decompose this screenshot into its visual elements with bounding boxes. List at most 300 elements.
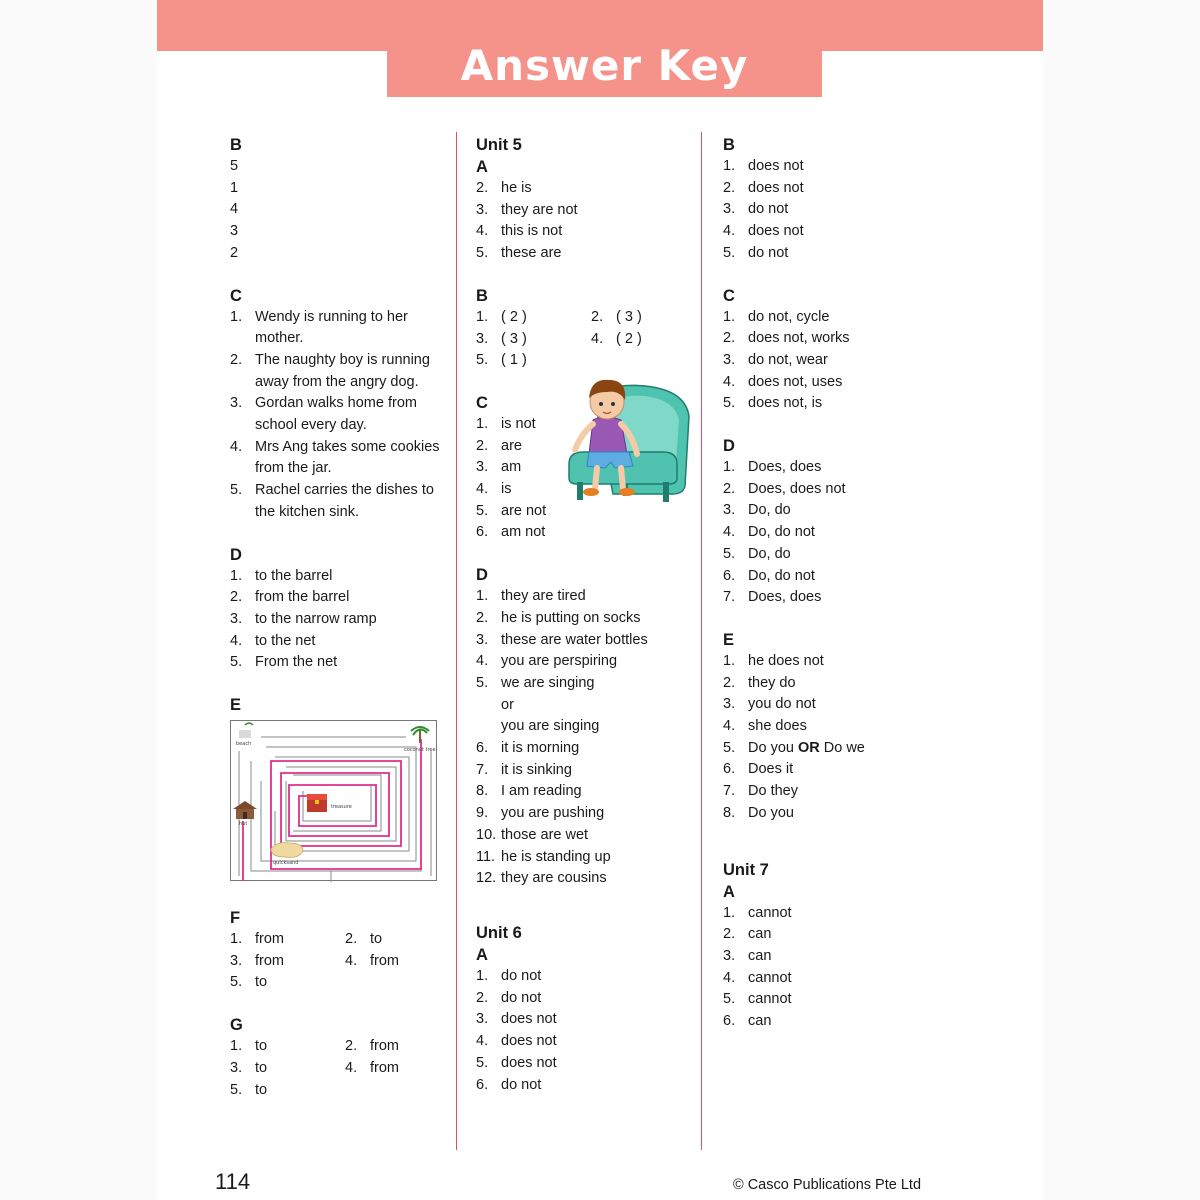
item-text: you do not [748,696,816,713]
item-number: 1. [230,931,243,948]
answer-item [476,350,591,372]
page-number: 114 [215,1169,251,1194]
item-number: 4. [723,969,736,986]
item-text: does not, is [748,395,823,412]
answer-item [476,608,696,630]
item-number: 2. [230,589,243,606]
item-text: do not [501,989,542,1006]
item-text: to [255,1038,268,1055]
section-heading: B [723,136,735,154]
answer-item [476,651,696,673]
item-number: 6. [723,1013,736,1030]
item-number: 3. [476,1011,489,1028]
item-number [476,716,501,738]
item-number: 4. [476,223,489,240]
item-number: 5. [230,654,243,671]
item-text-part: Do we [823,739,865,756]
answer-item [230,1058,345,1080]
item-text: you are perspiring [501,653,618,670]
item-number: 2. [476,180,489,196]
answer-item: 2 [230,244,239,261]
answer-item [723,1011,938,1033]
item-number: 6. [476,1076,489,1093]
item-number: 2. [476,609,489,626]
answer-item [476,738,696,760]
item-text: Does, does [748,589,822,606]
section-e [723,629,938,825]
item-number: 4. [723,718,736,735]
item-number: 5. [230,974,243,991]
item-text: or [501,696,514,713]
column-3 [723,134,938,1053]
answer-item [476,307,591,329]
item-text: do not, wear [748,351,828,368]
section-heading: F [230,909,241,928]
item-number: 3. [230,610,243,627]
treasure-chest-icon [307,794,327,812]
item-number: 2. [476,989,489,1006]
item-number: 5. [230,1081,243,1098]
item-number: 1. [723,904,736,921]
item-text: Wendy is running to her mother. [255,308,408,347]
answer-item [476,803,696,825]
item-number: 12. [476,870,497,887]
item-number: 2. [476,437,489,454]
answer-item [230,307,445,350]
item-text: to the narrow ramp [255,610,377,627]
section-heading: D [723,437,735,456]
item-number [476,695,501,717]
answer-item [723,738,938,760]
item-text: Do, do not [748,524,815,541]
answer-item [230,393,445,436]
item-number: 6. [476,740,489,757]
answer-item [723,178,938,200]
item-text: he is [501,180,532,196]
item-text: from [370,952,399,969]
section-a [723,881,938,1033]
answer-item [723,566,938,588]
answer-item [723,781,938,803]
answer-item [723,522,938,544]
item-number: 1. [230,1038,243,1055]
answer-item [723,199,938,221]
section-heading: B [230,136,242,154]
item-text: is [501,481,512,498]
answer-item [723,903,938,925]
item-number: 4. [345,1059,358,1076]
answer-item [723,156,938,178]
item-text: from [255,952,284,969]
section-heading: A [476,158,488,176]
item-number: 9. [476,805,489,822]
item-text: Mrs Ang takes some cookies from the jar. [255,438,440,477]
answer-item: 5 [230,158,239,174]
maze-illustration [230,720,437,881]
item-number: 3. [723,696,736,713]
item-text: ( 3 ) [501,330,527,347]
answer-item [476,243,696,265]
section-e [230,694,445,881]
item-number: 5. [723,545,736,562]
item-number: 1. [723,459,736,476]
answer-item [476,1009,696,1031]
item-text: cannot [748,969,792,986]
item-text: he does not [748,652,824,669]
item-number: 3. [476,201,489,218]
section-heading: A [723,882,735,901]
item-text: do not [748,244,789,261]
item-text: Gordan walks home from school every day. [255,395,417,434]
item-text: does not [748,223,804,240]
item-number: 4. [345,952,358,969]
answer-item [476,673,696,695]
item-text: to the net [255,632,316,649]
item-text: does not [748,179,804,196]
answer-item [345,1036,445,1058]
item-number: 2. [723,926,736,943]
item-number: 5. [230,482,243,499]
answer-item [230,566,445,588]
item-number: 3. [723,947,736,964]
answer-item [476,1031,696,1053]
item-text: he is standing up [501,848,611,865]
item-number: 5. [723,395,736,412]
unit-heading: Unit 6 [476,923,522,942]
item-number: 5. [476,1054,489,1071]
item-number: 2. [723,674,736,691]
item-number: 3. [723,351,736,368]
item-number: 3. [230,395,243,412]
item-number: 4. [723,223,736,240]
item-number: 1. [230,567,243,584]
item-text: Do, do not [748,567,815,584]
item-number: 4. [230,632,243,649]
answer-item [723,500,938,522]
item-text: do not [501,967,542,984]
item-text: can [748,926,772,943]
section-heading: C [230,286,242,305]
item-text: those are wet [501,826,589,843]
item-text: Do they [748,783,798,800]
item-number: 1. [723,652,736,669]
answer-item [476,178,696,200]
section-a [476,944,696,1096]
section-d [476,564,696,890]
answer-item: 1 [230,179,239,196]
item-number: 1. [476,967,489,984]
page-margin-left [0,0,157,1200]
section-f [230,907,445,994]
answer-item [230,652,445,674]
item-number: 10. [476,826,497,843]
quicksand-icon [271,843,303,858]
column-divider-1 [456,132,457,1150]
answer-item [476,988,696,1010]
answer-item [476,825,696,847]
item-number: 3. [230,952,243,969]
answer-item [230,929,345,951]
answer-item [345,929,445,951]
item-number: 3. [476,459,489,476]
section-heading: D [230,545,242,564]
item-number: 2. [723,330,736,347]
page-margin-right [1043,0,1200,1200]
item-number: 1. [230,308,243,325]
section-heading: C [476,393,488,412]
answer-item [723,989,938,1011]
answer-item [723,716,938,738]
item-number: 5. [723,244,736,261]
copyright-notice: © Casco Publications Pte Ltd [733,1177,922,1193]
answer-item [723,372,938,394]
item-text: is not [501,415,536,432]
item-text: am not [501,524,546,541]
item-text: I am reading [501,783,582,800]
item-text: from [255,931,284,948]
item-text: Do, do [748,545,791,562]
section-heading: G [230,1016,243,1035]
answer-item [591,329,691,351]
item-text: ( 3 ) [616,308,642,325]
item-number: 6. [723,567,736,584]
answer-item [476,868,696,890]
answer-item [345,1058,445,1080]
section-heading: D [476,566,488,585]
answer-item [476,695,696,717]
item-number: 8. [476,783,489,800]
section-heading: E [230,696,242,715]
answer-item [723,544,938,566]
item-number: 3. [723,502,736,519]
section-c [230,285,445,524]
answer-item [476,1075,696,1097]
item-text: it is sinking [501,761,572,778]
section-b [723,134,938,265]
unit-heading: Unit 5 [476,136,522,154]
item-text: do not, cycle [748,308,830,325]
item-number: 6. [723,761,736,778]
section-heading: B [476,286,488,305]
maze-label-treasure: treasure [331,804,352,811]
answer-item [230,631,445,653]
item-number: 5. [476,245,489,262]
answer-item [723,759,938,781]
answer-item [230,1080,345,1102]
answer-item [723,457,938,479]
item-number: 2. [345,931,358,948]
answer-item [476,522,696,544]
answer-item [230,587,445,609]
section-heading: C [723,286,735,305]
item-number: 1. [476,415,489,432]
item-number: 4. [723,373,736,390]
item-number: 2. [723,480,736,497]
answer-item [723,328,938,350]
item-text: it is morning [501,740,580,757]
answer-item [476,716,696,738]
hut-icon [233,801,257,819]
answer-item [476,586,696,608]
answer-item [476,200,696,222]
maze-label-quicksand: quicksand [273,860,299,867]
item-text: are not [501,502,547,519]
section-a [476,156,696,265]
answer-item [230,972,345,994]
item-text: these are water bottles [501,631,648,648]
item-text: ( 2 ) [501,308,527,325]
answer-item [230,609,445,631]
item-text: Do, do [748,502,791,519]
item-number: 4. [476,481,489,498]
section-b [230,134,445,265]
answer-item [345,951,445,973]
item-number: 4. [723,524,736,541]
item-number: 11. [476,848,496,865]
answer-item [230,951,345,973]
item-text: cannot [748,991,792,1008]
answer-item [723,803,938,825]
item-text: these are [501,245,562,262]
answer-item [230,1036,345,1058]
item-text: The naughty boy is running away from the angry dog. [255,351,430,390]
item-number: 4. [230,438,243,455]
answer-item [723,350,938,372]
item-text: Does, does [748,459,822,476]
item-text: are [501,437,522,454]
answer-item [230,350,445,393]
item-text: cannot [748,904,792,921]
answer-item [723,479,938,501]
item-text: can [748,1013,772,1030]
item-text: can [748,947,772,964]
item-number: 4. [591,330,604,347]
item-number: 4. [476,653,489,670]
answer-item: 4 [230,201,239,218]
item-text: does not [748,158,804,174]
item-text-part: Do you [748,739,794,756]
answer-item [723,968,938,990]
item-number: 1. [476,588,489,605]
item-text: you are pushing [501,805,605,822]
answer-item [476,781,696,803]
item-text [748,738,938,760]
item-number: 2. [345,1038,358,1055]
answer-item [476,630,696,652]
boy-on-armchair-illustration [565,372,695,514]
item-number: 1. [476,308,489,325]
answer-item [723,587,938,609]
item-text: they are not [501,201,578,218]
column-divider-2 [701,132,702,1150]
item-text: they do [748,674,796,691]
item-text: to [370,931,383,948]
item-text: ( 1 ) [501,352,527,369]
item-text: they are tired [501,588,586,605]
item-text: we are singing [501,674,595,691]
item-text: Rachel carries the dishes to the kitchen sink. [255,482,434,520]
item-text-emphasis: OR [797,739,820,756]
section-b [476,285,696,372]
item-text: to [255,1059,268,1076]
item-number: 3. [476,631,489,648]
answer-item [723,694,938,716]
palm-tree-icon [411,727,429,743]
answer-item [723,243,938,265]
item-number: 5. [476,674,489,691]
item-text: Does it [748,761,794,778]
item-text: from [370,1059,399,1076]
item-number: 5. [723,991,736,1008]
item-text: to [255,974,268,991]
answer-item [723,673,938,695]
item-text: does not, uses [748,373,843,390]
item-number: 3. [230,1059,243,1076]
answer-item [723,393,938,415]
item-number: 1. [723,158,736,174]
unit-heading: Unit 7 [723,860,769,879]
item-text: ( 2 ) [616,330,642,347]
answer-item [476,966,696,988]
answer-item [476,847,696,869]
item-number: 8. [723,804,736,821]
item-text: do not [501,1076,542,1093]
item-text: to [255,1081,268,1098]
answer-item [476,760,696,782]
item-number: 2. [230,351,243,368]
answer-item [723,924,938,946]
page-title: Answer Key [460,41,749,90]
answer-item: 3 [230,223,239,240]
item-number: 7. [476,761,489,778]
maze-label-hut: hut [239,821,248,828]
answer-item [723,221,938,243]
item-text: from the barrel [255,589,350,606]
item-text: he is putting on socks [501,609,641,626]
beach-icon [239,723,253,738]
item-number: 3. [476,330,489,347]
section-c [723,285,938,416]
item-text: does not, works [748,330,850,347]
maze-label-beach: beach [236,741,252,748]
item-text: you are singing [501,718,600,735]
item-number: 6. [476,524,489,541]
item-number: 3. [723,201,736,218]
item-text: does not [501,1011,557,1028]
item-text: Do you [748,804,794,821]
item-text: to the barrel [255,567,333,584]
item-text: does not [501,1033,557,1050]
item-text: From the net [255,654,338,671]
section-g [230,1014,445,1101]
item-text: does not [501,1054,557,1071]
section-heading: A [476,945,488,964]
answer-item [230,480,445,523]
item-text: am [501,459,522,476]
item-number: 1. [723,308,736,325]
item-text: she does [748,718,807,735]
item-text: this is not [501,223,563,240]
item-number: 2. [723,179,736,196]
answer-item [476,329,591,351]
section-d [723,435,938,609]
answer-item [723,651,938,673]
answer-item [476,221,696,243]
maze-label-coconut: coconut tree [404,747,436,754]
section-heading: E [723,630,735,649]
answer-item [723,307,938,329]
section-d [230,544,445,675]
